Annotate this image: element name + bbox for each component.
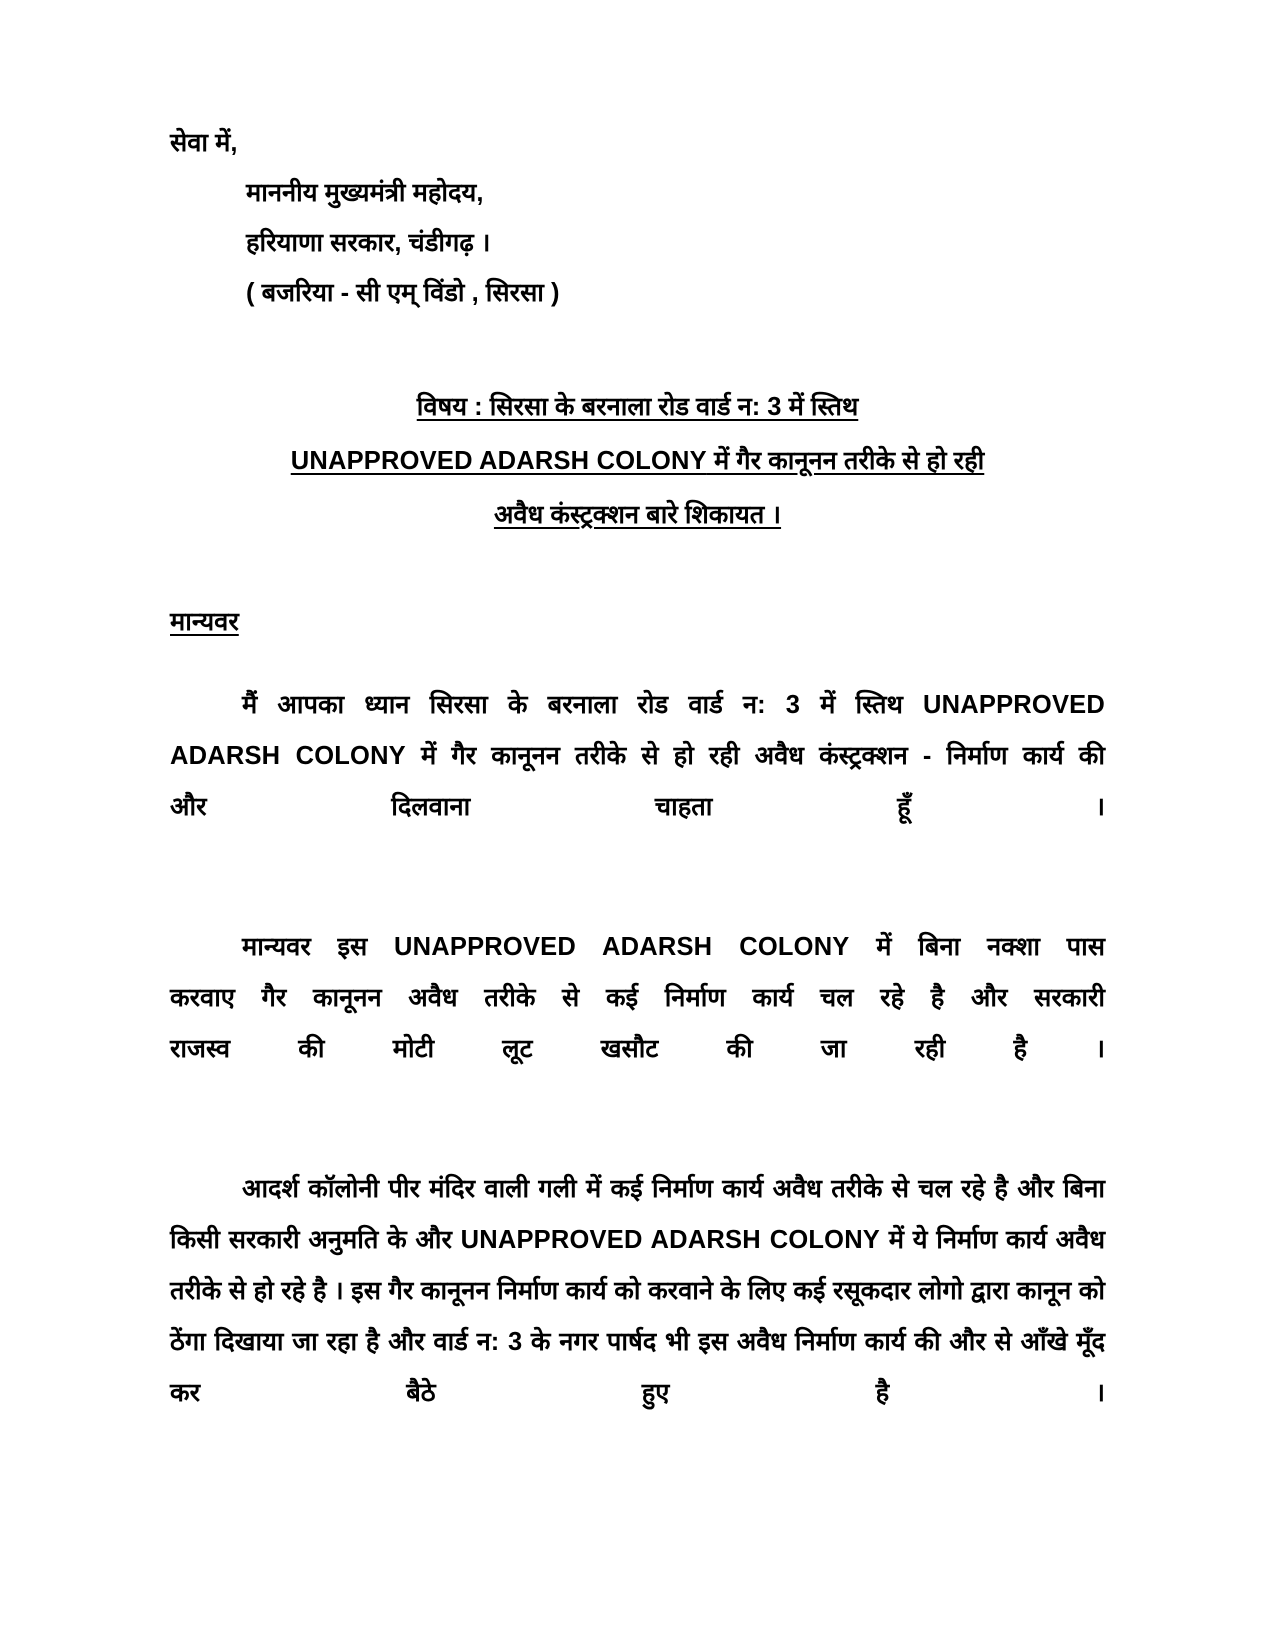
subject-line-2	[170, 434, 1105, 488]
subject-line-3	[170, 488, 1105, 542]
para-1-text-run-0: मैं आपका ध्यान सिरसा के बरनाला रोड वार्ड न: 3 में स्तिथ	[242, 691, 924, 719]
letter-body	[170, 118, 1105, 1470]
para-2	[170, 922, 1105, 1126]
para-3-latin-run-1: UNAPPROVED ADARSH COLONY	[460, 1226, 881, 1254]
para-3-text-run-2: में ये निर्माण कार्य अवैध तरीके से हो रहे है । इस गैर कानूनन निर्माण कार्य को करवाने के लिए कई रसूकदार लोगो द्वारा कानून को ठेंगा दिखाया जा रहा है और वार्ड न: 3 के नगर पार्षद भी इस अवैध निर्माण कार्य की और से आँखे मूँद कर बैठे हुए है ।	[170, 1226, 1106, 1407]
addressee-line-chief-minister: माननीय मुख्यमंत्री महोदय,	[246, 179, 484, 207]
para-2-latin-run-1: UNAPPROVED ADARSH COLONY	[394, 933, 850, 961]
para-1	[170, 680, 1105, 884]
paragraph-container	[170, 680, 1105, 1470]
subject-line-2-wrap	[291, 447, 985, 475]
greeting-text: मान्यवर	[170, 608, 239, 636]
subject-line-3-text: अवैध कंस्ट्रक्शन बारे शिकायत ।	[493, 501, 782, 529]
addressee-line-cm-window: ( बजरिया - सी एम् विंडो , सिरसा )	[246, 279, 560, 307]
para-1-text-run-2: में गैर कानूनन तरीके से हो रही अवैध कंस्ट्रक्शन - निर्माण कार्य की और दिलवाना चाहता हूँ ।	[170, 742, 1105, 821]
subject-line-1-text: विषय : सिरसा के बरनाला रोड वार्ड न: 3 में स्तिथ	[416, 393, 859, 421]
greeting-line	[170, 602, 1105, 642]
para-1-latin-run-1: UNAPPROVED ADARSH COLONY	[170, 691, 1105, 770]
subject-colony-name-latin: UNAPPROVED ADARSH COLONY	[290, 447, 707, 475]
para-3	[170, 1164, 1105, 1470]
addressee-block	[170, 118, 1105, 318]
subject-block	[170, 380, 1105, 542]
addressee-line-sewa-mein: सेवा में,	[170, 129, 238, 157]
subject-line-1	[170, 380, 1105, 434]
para-2-text-run-0: मान्यवर इस	[242, 933, 395, 961]
subject-line-2-suffix: में गैर कानूनन तरीके से हो रही	[706, 447, 985, 475]
para-3-text-run-0: आदर्श कॉलोनी पीर मंदिर वाली गली में कई निर्माण कार्य अवैध तरीके से चल रहे है और बिना किसी सरकारी अनुमति के और	[170, 1175, 1105, 1254]
addressee-line-haryana-government: हरियाणा सरकार, चंडीगढ़ ।	[246, 229, 491, 257]
para-2-text-run-2: में बिना नक्शा पास करवाए गैर कानूनन अवैध तरीके से कई निर्माण कार्य चल रहे है और सरकारी राजस्व की मोटी लूट खसौट की जा रही है ।	[170, 933, 1106, 1063]
